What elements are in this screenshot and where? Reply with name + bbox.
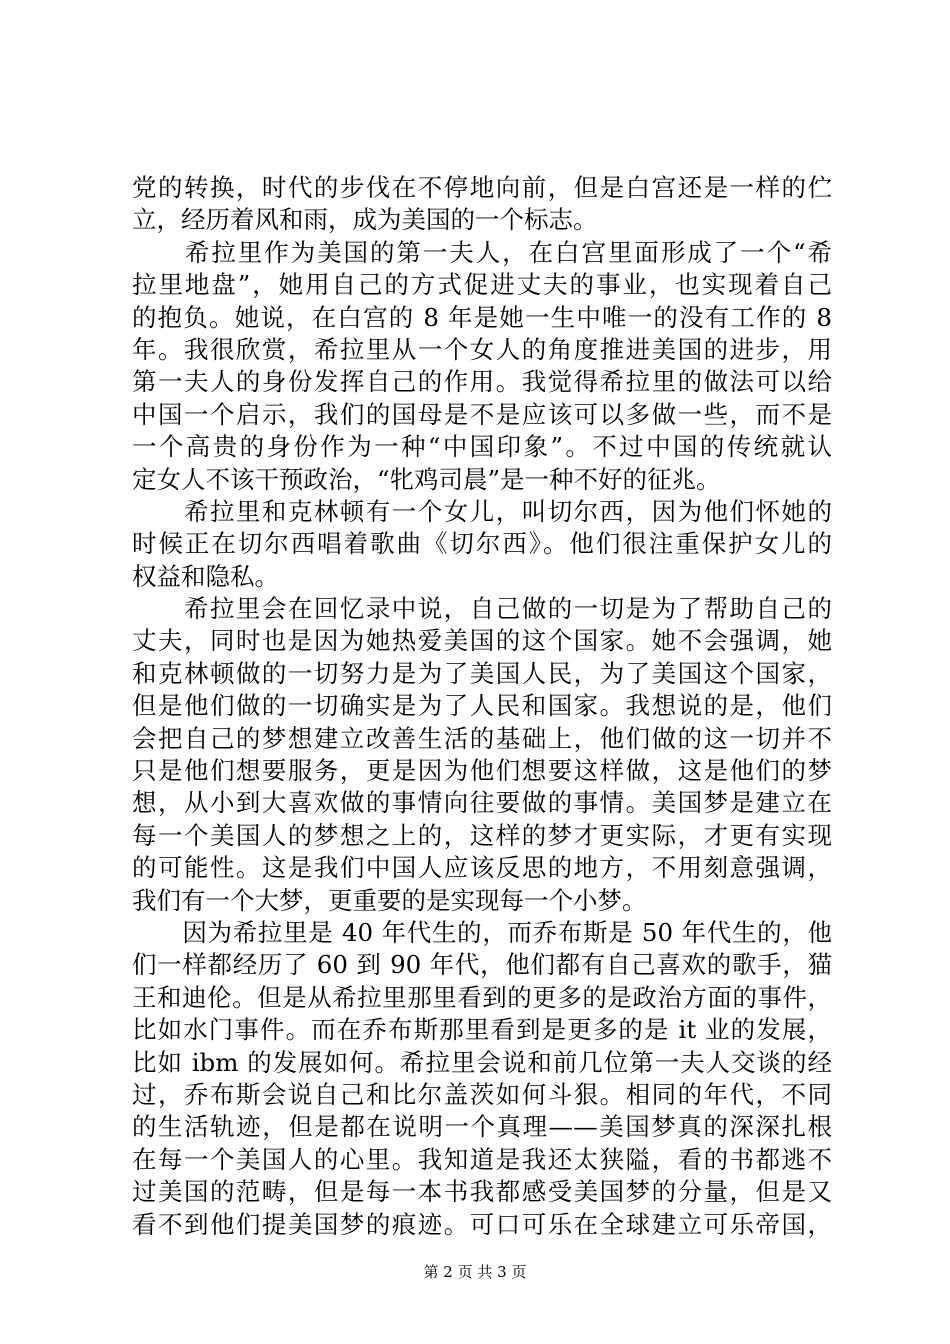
text-line: 权益和隐私。 xyxy=(132,561,279,591)
text-line: 看不到他们提美国梦的痕迹。可口可乐在全球建立可乐帝国， xyxy=(132,1209,832,1239)
text-line: 定女人不该干预政治，“牝鸡司晨”是一种不好的征兆。 xyxy=(132,464,721,494)
text-line: 因为希拉里是 40 年代生的，而乔布斯是 50 年代生的，他 xyxy=(132,917,832,947)
text-line: 会把自己的梦想建立改善生活的基础上，他们做的这一切并不 xyxy=(132,723,832,753)
page-number-label: 第 2 页 共 3 页 xyxy=(423,1263,527,1281)
text-line: 中国一个启示，我们的国母是不是应该可以多做一些，而不是 xyxy=(132,399,832,429)
text-line: 年。我很欣赏，希拉里从一个女人的角度推进美国的进步，用 xyxy=(132,334,832,364)
text-line: 比如水门事件。而在乔布斯那里看到是更多的是 it 业的发展， xyxy=(132,1015,832,1045)
text-line: 只是他们想要服务，更是因为他们想要这样做，这是他们的梦 xyxy=(132,756,832,786)
text-line: 立，经历着风和雨，成为美国的一个标志。 xyxy=(132,205,598,235)
text-line: 第一夫人的身份发挥自己的作用。我觉得希拉里的做法可以给 xyxy=(132,367,832,397)
text-line: 想，从小到大喜欢做的事情向往要做的事情。美国梦是建立在 xyxy=(132,788,832,818)
text-line: 每一个美国人的梦想之上的，这样的梦才更实际，才更有实现 xyxy=(132,820,832,850)
text-line: 王和迪伦。但是从希拉里那里看到的更多的是政治方面的事件， xyxy=(132,982,832,1012)
text-line: 比如 ibm 的发展如何。希拉里会说和前几位第一夫人交谈的经 xyxy=(132,1047,832,1077)
text-line: 时候正在切尔西唱着歌曲《切尔西》。他们很注重保护女儿的 xyxy=(132,529,832,559)
text-line: 和克林顿做的一切努力是为了美国人民，为了美国这个国家， xyxy=(132,658,832,688)
text-line: 们一样都经历了 60 到 90 年代，他们都有自己喜欢的歌手，猫 xyxy=(132,950,832,980)
text-line: 的生活轨迹，但是都在说明一个真理——美国梦真的深深扎根 xyxy=(132,1112,832,1142)
text-line: 但是他们做的一切确实是为了人民和国家。我想说的是，他们 xyxy=(132,691,832,721)
text-line: 过，乔布斯会说自己和比尔盖茨如何斗狠。相同的年代，不同 xyxy=(132,1079,832,1109)
text-line: 的可能性。这是我们中国人应该反思的地方，不用刻意强调， xyxy=(132,853,832,883)
text-line: 希拉里会在回忆录中说，自己做的一切是为了帮助自己的 xyxy=(132,594,832,624)
text-line: 希拉里和克林顿有一个女儿，叫切尔西，因为他们怀她的 xyxy=(132,496,832,526)
text-line: 在每一个美国人的心里。我知道是我还太狭隘，看的书都逃不 xyxy=(132,1144,832,1174)
text-line: 丈夫，同时也是因为她热爱美国的这个国家。她不会强调，她 xyxy=(132,626,832,656)
document-body xyxy=(132,172,832,1241)
text-line: 拉里地盘”，她用自己的方式促进丈夫的事业，也实现着自己 xyxy=(132,270,832,300)
text-line: 的抱负。她说，在白宫的 8 年是她一生中唯一的没有工作的 8 xyxy=(132,302,832,332)
text-line: 党的转换，时代的步伐在不停地向前，但是白宫还是一样的伫 xyxy=(132,173,832,202)
text-line: 我们有一个大梦，更重要的是实现每一个小梦。 xyxy=(132,885,647,915)
text-line: 希拉里作为美国的第一夫人，在白宫里面形成了一个“希 xyxy=(132,237,832,267)
text-line: 过美国的范畴，但是每一本书我都感受美国梦的分量，但是又 xyxy=(132,1177,832,1207)
text-line: 一个高贵的身份作为一种“中国印象”。不过中国的传统就认 xyxy=(132,432,832,462)
page-footer xyxy=(0,1262,950,1282)
